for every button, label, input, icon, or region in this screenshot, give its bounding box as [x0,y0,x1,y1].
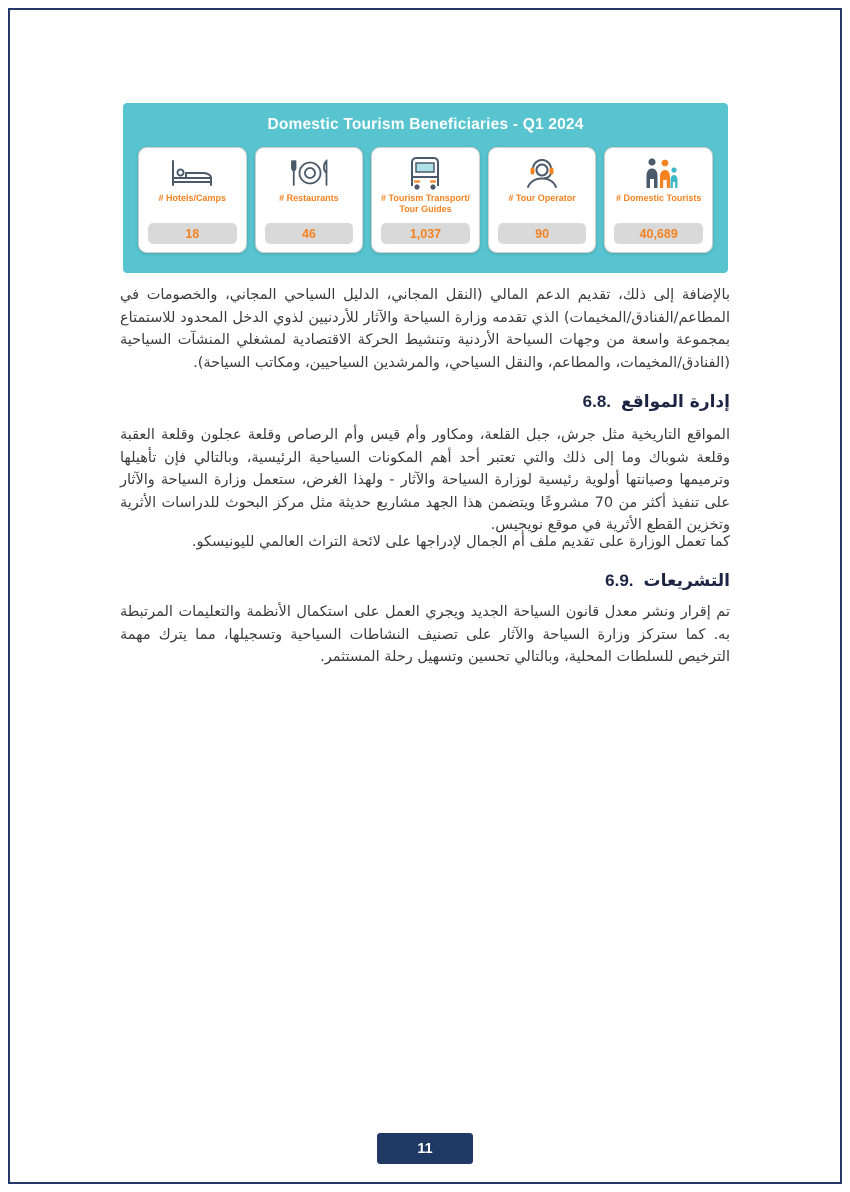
section-heading-site-management [120,392,730,412]
section-title: إدارة المواقع [621,392,730,412]
stat-card-restaurants [255,147,364,253]
stat-cards-row [123,134,728,253]
section-heading-legislation [120,571,730,591]
body-paragraph: تم إقرار ونشر معدل قانون السياحة الجديد ويجري العمل على استكمال الأنظمة والتعليمات المرتبطة به. كما ستركز وزارة السياحة والآثار على تصنيف النشاطات السياحية وتسجيلها، مما يترك مهمة الترخيص للسلطات المحلية، وبالتالي تحسين وتسهيل رحلة المستثمر. [120,604,730,665]
stat-card-hotels [138,147,247,253]
beneficiaries-banner [123,103,728,273]
stat-card-transport [371,147,480,253]
stat-value: 18 [185,226,200,241]
body-paragraph: المواقع التاريخية مثل جرش، جبل القلعة، ومكاور وأم قيس وأم الرصاص وقلعة عجلون وقلعة العقبة وقلعة شوباك وما إلى ذلك والتي تعتبر أحد أهم المكونات السياحية الرئيسية، وبالتالي فإن تأهيلها وترميمها وصيانتها أولوية رئيسية لوزارة السياحة والآثار - ولهذا الغرض، ستعمل وزارة السياحة والآثار على تنفيذ أكثر من 70 مشروعًا ويتضمن هذا الجهد مشاريع حديثة مثل مركز البحوث للدراسات الأثرية وتخزين القطع الأثرية في موقع نويجيس. [120,427,730,533]
restaurant-icon [288,155,330,191]
stat-card-tour-operator [488,147,597,253]
section-title: التشريعات [643,571,730,591]
stat-label: # Hotels/Camps [158,193,227,203]
body-paragraph: كما تعمل الوزارة على تقديم ملف أم الجمال لإدراجها على لائحة التراث العالمي لليونيسكو. [191,534,730,550]
stat-value-pill [381,223,470,244]
banner-title: Domestic Tourism Beneficiaries - Q1 2024 [267,116,584,133]
stat-value-pill [498,223,587,244]
stat-label: # Restaurants [279,193,339,203]
stat-value-pill [614,223,703,244]
stat-label: # Tourism Transport/ Tour Guides [381,193,470,215]
stat-value-pill [148,223,237,244]
stat-label: # Tour Operator [508,193,576,203]
stat-value: 46 [301,226,316,241]
bed-icon [170,155,214,191]
stat-value-pill [265,223,354,244]
intro-paragraph: بالإضافة إلى ذلك، تقديم الدعم المالي (النقل المجاني، الدليل السياحي المجاني، والخصومات في المطاعم/الفنادق/المخيمات) الذي تقدمه وزارة السياحة والآثار للأردنيين لذوي الدخل المحدود للاستمتاع بمجموعة واسعة من وجهات السياحة الأردنية وتنشيط الحركة الاقتصادية لمشغلي المنشآت السياحية (الفنادق/المخيمات، والمطاعم، والنقل السياحي، والمرشدين السياحيين، ومكاتب السياحة). [120,287,730,371]
stat-value: 1,037 [409,226,442,241]
page-number-badge [377,1133,473,1164]
section-number: 6.9. [605,571,634,590]
stat-value: 40,689 [639,226,678,241]
stat-card-domestic-tourists [604,147,713,253]
stat-value: 90 [535,226,550,241]
headset-icon [524,155,560,191]
section-number: 6.8. [582,392,612,411]
page-number: 11 [417,1140,433,1157]
stat-label: # Domestic Tourists [615,193,702,203]
tourists-icon [639,155,679,191]
bus-icon [406,155,444,191]
